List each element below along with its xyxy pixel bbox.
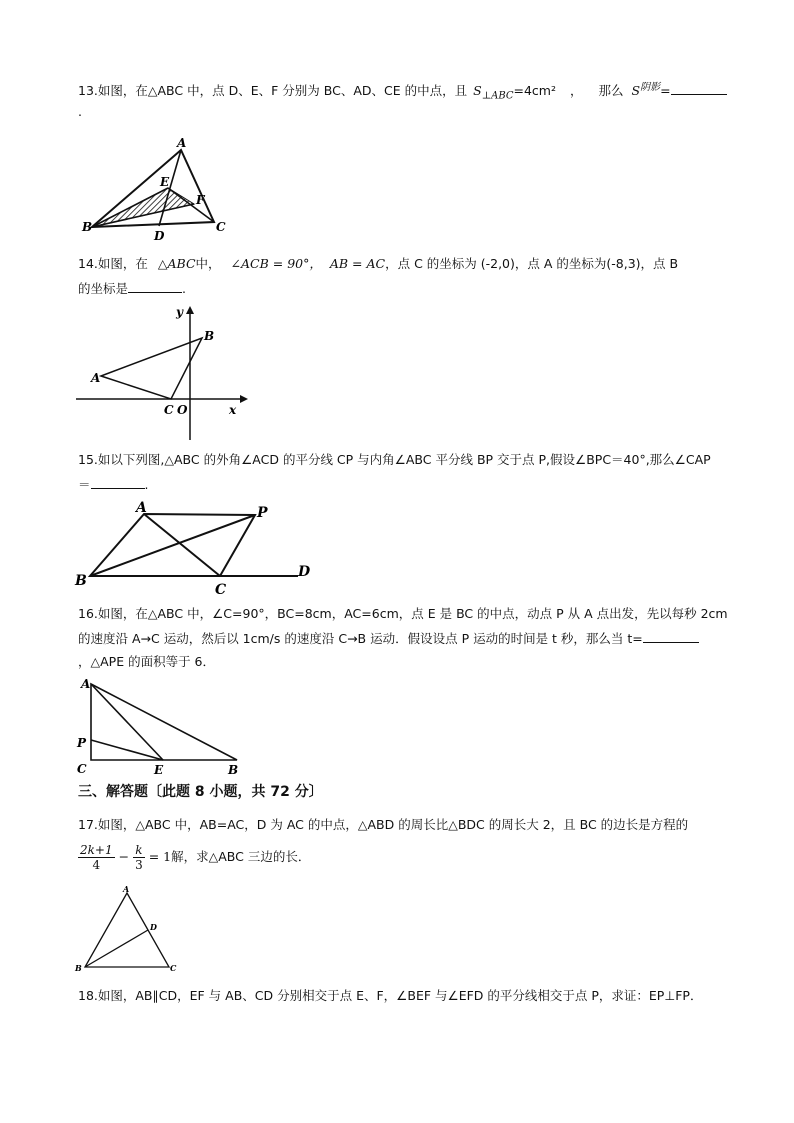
q15-answer-blank[interactable]	[91, 474, 145, 489]
q17-line2	[78, 840, 310, 874]
q16-line3: ，△APE 的面积等于 6．	[78, 654, 215, 669]
q14-zhong: 中，	[195, 256, 221, 271]
q16-label-p: P	[77, 736, 87, 750]
q15-label-p: P	[257, 505, 268, 521]
q17-line1: 17.如图，△ABC 中，AB=AC，D 为 AC 的中点，△ABD 的周长比△BDC 的周长大 2，且 BC 的边长是方程的	[78, 817, 689, 832]
q17-label-c: C	[170, 963, 177, 973]
q17-fraction-2	[133, 843, 145, 872]
q14-label-o: O	[177, 403, 188, 417]
q14-line1	[78, 254, 678, 274]
q15-line2	[78, 474, 149, 495]
q14-text-a: 14.如图，在	[78, 256, 148, 271]
q15-line1: 15.如以下列图,△ABC 的外角∠ACD 的平分线 CP 与内角∠ABC 平分线 BP 交于点 P,假设∠BPC＝40°,那么∠CAP	[78, 452, 711, 467]
q13-line1	[78, 78, 727, 107]
q16-line-ae	[91, 684, 163, 760]
q14-line2	[78, 278, 186, 299]
q15-label-d: D	[298, 564, 311, 580]
q18-line1: 18.如图，AB∥CD，EF 与 AB、CD 分别相交于点 E、F，∠BEF 与∠EFD 的平分线相交于点 P，求证：EP⊥FP．	[78, 988, 703, 1003]
q13-figure	[78, 130, 238, 242]
q13-text: 13.如图，在△ABC 中，点 D、E、F 分别为 BC、AD、CE 的中点，且	[78, 83, 468, 99]
q17-eq: = 1	[148, 849, 172, 864]
q16-line-pe	[91, 740, 163, 760]
q17-frac2-den: 3	[135, 858, 143, 872]
q17-frac1-num: 2k+1	[80, 843, 113, 857]
q15-label-a: A	[136, 500, 147, 516]
q15-label-b: B	[75, 573, 87, 589]
q14-y-arrow	[186, 306, 194, 314]
q14-label-c: C	[164, 403, 174, 417]
q13-label-a: A	[177, 136, 187, 150]
q17-minus: −	[118, 849, 130, 864]
q15-period: .	[144, 477, 149, 492]
q16-label-e: E	[154, 763, 164, 777]
q17-frac2-num: k	[133, 843, 145, 858]
q16-label-b: B	[228, 763, 239, 777]
q17-line2-tail: 解，求△ABC 三边的长．	[171, 849, 311, 864]
q14-text-b: ，点 C 的坐标为 (-2,0)，点 A 的坐标为(-8,3)，点 B	[385, 256, 679, 271]
q14-label-x: x	[229, 403, 237, 417]
q15-figure	[72, 498, 322, 596]
q14-label-a: A	[91, 371, 101, 385]
q14-answer-blank[interactable]	[128, 278, 182, 293]
q13-period: .	[78, 104, 82, 119]
q13-label-d: D	[154, 229, 165, 242]
q16-line2-text: 的速度沿 A→C 运动，然后以 1cm/s 的速度沿 C→B 运动．假设设点 P 运动的时间是 t 秒，那么当 t=	[78, 631, 643, 646]
q16-line2	[78, 628, 699, 649]
q13-answer-blank[interactable]	[671, 80, 727, 95]
q14-eq: AB = AC	[329, 256, 386, 271]
q13-shade-symbol: S	[631, 83, 641, 99]
q17-label-b: B	[75, 963, 82, 973]
q16-label-c: C	[77, 762, 87, 776]
q14-label-y: y	[176, 305, 183, 319]
q17-frac1-den: 4	[92, 858, 101, 872]
q16-answer-blank[interactable]	[643, 628, 699, 643]
q13-s-symbol: S	[473, 83, 482, 99]
q13-area: =4cm²	[513, 83, 556, 99]
q17-fraction-1	[78, 843, 115, 872]
q14-triangle-abc	[101, 338, 202, 399]
q15-line-ac	[144, 514, 220, 576]
q15-label-c: C	[215, 582, 227, 596]
q13-label-c: C	[216, 220, 226, 234]
q17-label-a: A	[123, 884, 130, 894]
q14-figure	[74, 302, 254, 444]
q13-label-b: B	[82, 220, 93, 234]
q13-shade-sub: 阴影	[640, 82, 661, 93]
q16-label-a: A	[81, 677, 91, 691]
q17-figure	[72, 884, 182, 976]
section3-title: 三、解答题〔此题 8 小题，共 72 分〕	[78, 784, 323, 800]
q14-angle: ∠ACB = 90°，	[230, 256, 322, 271]
q14-text-line2: 的坐标是	[78, 281, 129, 296]
q17-label-d: D	[150, 922, 157, 932]
q14-label-b: B	[204, 329, 215, 343]
q15-line2-pre: ＝	[78, 477, 91, 492]
q14-period: .	[182, 281, 186, 296]
q13-then: 那么	[598, 83, 624, 99]
q15-line-bp	[90, 515, 255, 576]
q13-label-f: F	[196, 193, 205, 207]
q17-line-bd	[85, 930, 148, 967]
q16-triangle-abc	[91, 684, 237, 760]
q16-line1: 16.如图，在△ABC 中，∠C=90°，BC=8cm，AC=6cm，点 E 是 BC 的中点，动点 P 从 A 点出发，先以每秒 2cm	[78, 606, 728, 621]
q13-eq: =	[660, 83, 671, 99]
q13-comma: ，	[570, 83, 583, 99]
q14-x-arrow	[240, 395, 248, 403]
q16-figure	[74, 674, 254, 780]
q13-label-e: E	[160, 175, 170, 189]
q13-triangle-abc	[92, 150, 214, 227]
q13-s-sub: ⊥ABC	[481, 90, 514, 102]
q14-tri: △ABC	[157, 256, 196, 271]
